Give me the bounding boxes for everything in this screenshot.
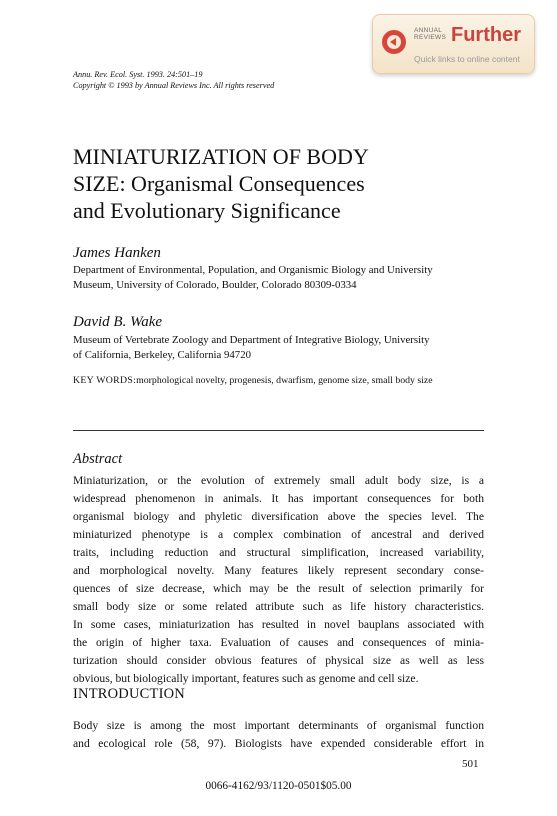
- keywords-terms: morphological novelty, progenesis, dwarfism, genome size, small body size: [136, 375, 433, 386]
- article-title: [73, 143, 493, 224]
- abstract-line: quences of size decrease, which may be the result of selection primarily for: [73, 582, 484, 595]
- introduction-line: Body size is among the most important determinants of organismal function: [73, 719, 484, 732]
- further-badge[interactable]: [372, 14, 535, 74]
- annual-reviews-label: ANNUAL REVIEWS: [414, 27, 447, 41]
- author-affiliation: [73, 263, 493, 293]
- price-code: 0066-4162/93/1120-0501$05.00: [205, 780, 352, 792]
- title-line: and Evolutionary Significance: [73, 198, 341, 223]
- abstract-line: Miniaturization, or the evolution of extremely small adult body size, is a: [73, 474, 484, 487]
- author-affiliation: [73, 333, 493, 363]
- abstract-line: In some cases, miniaturization has resulted in novel bauplans associated with: [73, 618, 484, 631]
- abstract-line: miniaturized phenotype is a complex combination of ancestral and derived: [73, 528, 484, 541]
- affiliation-line: of California, Berkeley, California 94720: [73, 349, 251, 361]
- annual-reviews-logo-icon: [381, 29, 407, 55]
- abstract-line: small body size or some related attribute such as life history characteristics.: [73, 600, 484, 613]
- abstract-line: the origin of higher taxa. Evaluation of causes and consequences of minia-: [73, 636, 484, 649]
- abstract-line: traits, including reduction and structural simplification, increased variability,: [73, 546, 484, 559]
- introduction-heading: INTRODUCTION: [73, 686, 185, 702]
- abstract-line: widespread phenomenon in animals. It has important consequences for both: [73, 492, 484, 505]
- affiliation-line: Museum of Vertebrate Zoology and Department of Integrative Biology, University: [73, 334, 430, 346]
- abstract-heading: Abstract: [73, 451, 123, 467]
- author-name: James Hanken: [73, 245, 161, 261]
- affiliation-line: Department of Environmental, Population, and Organismic Biology and University: [73, 264, 433, 276]
- further-label: Further: [451, 24, 521, 46]
- abstract-body: [73, 472, 484, 688]
- affiliation-line: Museum, University of Colorado, Boulder, Colorado 80309-0334: [73, 279, 357, 291]
- journal-citation: [73, 69, 274, 91]
- keywords: [73, 375, 513, 386]
- citation-line: Annu. Rev. Ecol. Syst. 1993. 24:501–19: [73, 70, 203, 79]
- introduction-body: [73, 717, 484, 753]
- page-number: 501: [462, 758, 479, 770]
- abstract-line: obvious, but biologically important, features such as genome and cell size.: [73, 672, 419, 685]
- abstract-line: organismal biology and phyletic diversification above the species level. The: [73, 510, 484, 523]
- abstract-line: and morphological novelty. Many features likely represent secondary conse-: [73, 564, 484, 577]
- title-line: SIZE: Organismal Consequences: [73, 171, 365, 196]
- abstract-line: turization should consider obvious features of physical size as well as less: [73, 654, 484, 667]
- author-name: David B. Wake: [73, 314, 163, 330]
- title-line: MINIATURIZATION OF BODY: [73, 144, 369, 169]
- keywords-label: KEY WORDS:: [73, 375, 137, 386]
- copyright-line: Copyright © 1993 by Annual Reviews Inc. All rights reserved: [73, 81, 275, 90]
- further-tagline: Quick links to online content: [414, 54, 520, 64]
- introduction-line: and ecological role (58, 97). Biologists have expended considerable effort in: [73, 737, 484, 750]
- section-divider: [73, 430, 484, 431]
